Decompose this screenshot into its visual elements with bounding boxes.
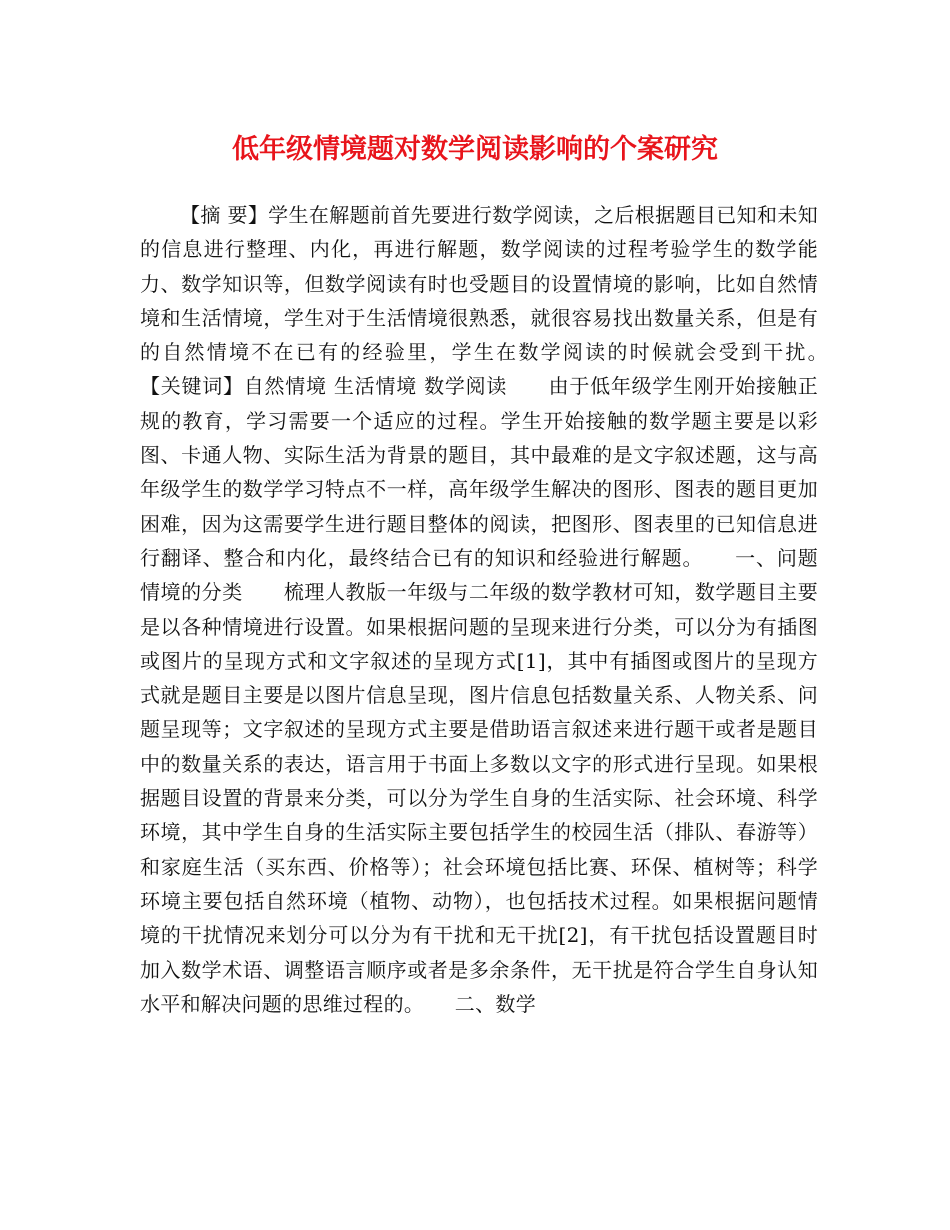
document-body: 【摘 要】学生在解题前首先要进行数学阅读，之后根据题目已知和未知的信息进行整理、内化，再进行解题，数学阅读的过程考验学生的数学能力、数学知识等，但数学阅读有时也受题目的设置情境的影响，比如自然情境和生活情境，学生对于生活情境很熟悉，就很容易找出数量关系，但是有的自然情境不在已有的经验里，学生在数学阅读的时候就会受到干扰。 【关键词】自然情境 生活情境 数学阅读 由于低年级学生刚开始接触正规的教育，学习需要一个适应的过程。学生开始接触的数学题主要是以彩图、卡通人物、实际生活为背景的题目，其中最难的是文字叙述题，这与高年级学生的数学学习特点不一样，高年级学生解决的图形、图表的题目更加困难，因为这需要学生进行题目整体的阅读，把图形、图表里的已知信息进行翻译、整合和内化，最终结合已有的知识和经验进行解题。 一、问题情境的分类 梳理人教版一年级与二年级的数学教材可知，数学题目主要是以各种情境进行设置。如果根据问题的呈现来进行分类，可以分为有插图或图片的呈现方式和文字叙述的呈现方式[1]，其中有插图或图片的呈现方式就是题目主要是以图片信息呈现，图片信息包括数量关系、人物关系、问题呈现等；文字叙述的呈现方式主要是借助语言叙述来进行题干或者是题目中的数量关系的表达，语言用于书面上多数以文字的形式进行呈现。如果根据题目设置的背景来分类，可以分为学生自身的生活实际、社会环境、科学环境，其中学生自身的生活实际主要包括学生的校园生活（排队、春游等）和家庭生活（买东西、价格等）；社会环境包括比赛、环保、植树等；科学环境主要包括自然环境（植物、动物），也包括技术过程。如果根据问题情境的干扰情况来划分可以分为有干扰和无干扰[2]，有干扰包括设置题目时加入数学术语、调整语言顺序或者是多余条件，无干扰是符合学生自身认知水平和解决问题的思维过程的。 二、数学 [140,203,859,1016]
document-title: 低年级情境题对数学阅读影响的个案研究 [232,134,718,165]
